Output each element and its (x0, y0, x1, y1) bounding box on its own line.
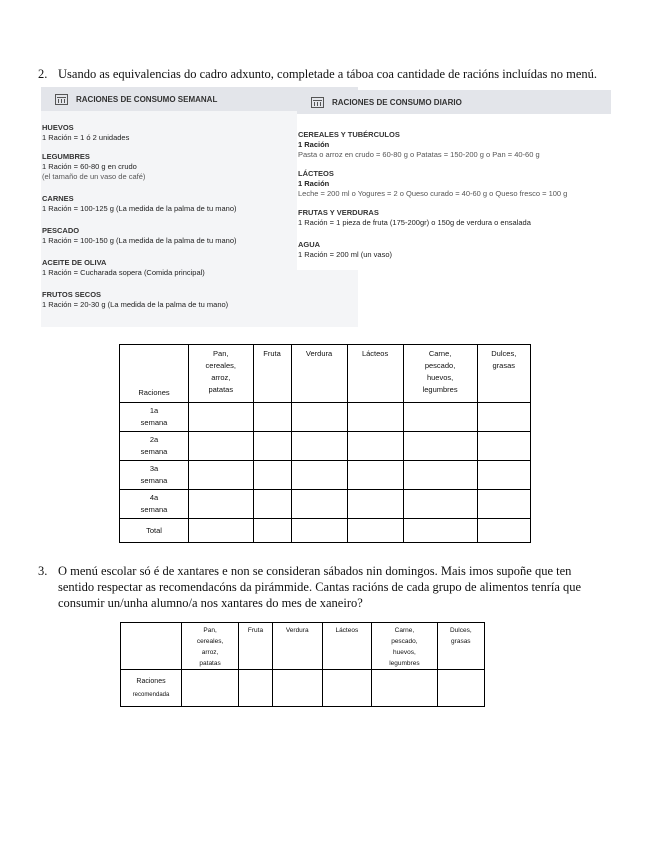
ration-block (42, 152, 145, 182)
answer-cell[interactable] (291, 461, 347, 490)
header-line: arroz, (211, 373, 231, 382)
answer-cell[interactable] (189, 403, 254, 432)
row-label-line: Total (146, 525, 162, 535)
calendar-icon (311, 97, 324, 108)
header-line: pescado, (424, 361, 456, 370)
table-row (120, 490, 531, 519)
row-label (120, 519, 189, 543)
answer-cell[interactable] (477, 403, 530, 432)
answer-cell[interactable] (403, 432, 477, 461)
column-header (291, 345, 347, 403)
header-line: Pan, (203, 627, 217, 634)
column-header (437, 623, 484, 670)
header-line: pescado, (391, 638, 418, 645)
weekly-panel-title: RACIONES DE CONSUMO SEMANAL (76, 94, 218, 104)
food-group-title: CARNES (42, 194, 74, 203)
answer-cell[interactable] (403, 403, 477, 432)
answer-cell[interactable] (403, 490, 477, 519)
answer-cell[interactable] (291, 432, 347, 461)
answer-cell[interactable] (347, 403, 403, 432)
answer-cell[interactable] (347, 432, 403, 461)
ration-line: 1 Ración = 100-150 g (La medida de la palma de tu mano) (42, 236, 237, 245)
answer-cell[interactable] (189, 432, 254, 461)
header-line: Dulces, (491, 349, 517, 358)
answer-cell[interactable] (477, 519, 530, 543)
answer-cell[interactable] (372, 670, 437, 707)
ration-line: 1 Ración (298, 140, 330, 149)
answer-cell[interactable] (182, 670, 239, 707)
question-number: 3. (38, 564, 48, 578)
answer-cell[interactable] (291, 403, 347, 432)
header-line: arroz, (201, 649, 219, 656)
ration-block (298, 130, 540, 160)
header-line: huevos, (393, 649, 416, 656)
question-number: 2. (38, 67, 48, 81)
ration-block (298, 208, 531, 228)
header-line: patatas (208, 385, 234, 394)
row-label-line: 4a (149, 493, 159, 502)
column-header (347, 345, 403, 403)
row-label (120, 461, 189, 490)
ration-line: 1 Ración = 20-30 g (La medida de la palma de tu mano) (42, 300, 229, 309)
ration-line: 1 Ración = Cucharada sopera (Comida principal) (42, 268, 205, 277)
ration-block (42, 258, 205, 278)
header-line: cereales, (205, 361, 236, 370)
answer-cell[interactable] (189, 490, 254, 519)
daily-panel-header (297, 90, 611, 114)
row-label-line: semana (140, 505, 168, 514)
answer-cell[interactable] (253, 490, 291, 519)
ration-note: (el tamaño de un vaso de café) (42, 172, 146, 181)
header-line: Dulces, (449, 627, 472, 634)
ration-line: 1 Ración = 60-80 g en crudo (42, 162, 137, 171)
row-label-line: 3a (149, 464, 159, 473)
ration-block (42, 290, 228, 310)
ration-line: 1 Ración = 1 pieza de fruta (175-200gr) o 150g de verdura o ensalada (298, 218, 531, 227)
answer-cell[interactable] (477, 432, 530, 461)
answer-cell[interactable] (347, 461, 403, 490)
header-line: Carne, (394, 627, 415, 634)
table-corner: Raciones (120, 345, 189, 403)
table-row (120, 432, 531, 461)
answer-cell[interactable] (322, 670, 372, 707)
header-line: Lácteos (361, 349, 389, 358)
column-header (189, 345, 254, 403)
answer-cell[interactable] (437, 670, 484, 707)
calendar-icon (55, 94, 68, 105)
header-line: grasas (492, 361, 516, 370)
ration-block (298, 240, 392, 260)
row-label (120, 490, 189, 519)
answer-cell[interactable] (253, 519, 291, 543)
column-header (182, 623, 239, 670)
header-line: Verdura (285, 627, 309, 634)
column-header (239, 623, 273, 670)
column-header (477, 345, 530, 403)
food-group-title: FRUTAS Y VERDURAS (298, 208, 379, 217)
food-group-title: LÁCTEOS (298, 169, 334, 178)
ration-line: 1 Ración = 1 ó 2 unidades (42, 133, 130, 142)
daily-rations-panel (297, 90, 611, 270)
header-line: Fruta (247, 627, 264, 634)
answer-cell[interactable] (189, 519, 254, 543)
table-corner (121, 623, 182, 670)
recommended-rations-table (120, 622, 485, 707)
ration-line: 1 Ración = 100-125 g (La medida de la palma de tu mano) (42, 204, 237, 213)
column-header (372, 623, 437, 670)
row-label (120, 403, 189, 432)
row-label-line: recomendada (132, 691, 170, 698)
answer-cell[interactable] (272, 670, 322, 707)
row-label-line: semana (140, 447, 168, 456)
answer-cell[interactable] (253, 403, 291, 432)
food-group-title: CEREALES Y TUBÉRCULOS (298, 130, 400, 139)
table-row (120, 403, 531, 432)
answer-cell[interactable] (189, 461, 254, 490)
daily-panel-title: RACIONES DE CONSUMO DIARIO (332, 97, 462, 107)
food-group-title: FRUTOS SECOS (42, 290, 102, 299)
ration-block (298, 169, 567, 199)
row-label (120, 432, 189, 461)
header-line: Verdura (305, 349, 333, 358)
ration-note: Leche = 200 ml o Yogures = 2 o Queso curado = 40-60 g o Queso fresco = 100 g (298, 189, 568, 198)
answer-cell[interactable] (291, 490, 347, 519)
food-group-title: LEGUMBRES (42, 152, 90, 161)
question-text: Usando as equivalencias do cadro adxunto, completade a táboa coa cantidade de racións incluídas no menú. (58, 67, 598, 81)
header-line: patatas (199, 660, 221, 667)
food-group-title: HUEVOS (42, 123, 74, 132)
row-label-line: 2a (149, 435, 159, 444)
question-line: consumir un/unha alumno/a nos xantares do mes de xaneiro? (58, 596, 363, 610)
answer-cell[interactable] (291, 519, 347, 543)
food-group-title: PESCADO (42, 226, 80, 235)
table-row (120, 461, 531, 490)
header-line: Lácteos (335, 627, 359, 634)
ration-line: 1 Ración = 200 ml (un vaso) (298, 250, 393, 259)
answer-cell[interactable] (347, 490, 403, 519)
answer-cell[interactable] (477, 461, 530, 490)
header-line: legumbres (389, 660, 420, 667)
food-group-title: AGUA (298, 240, 321, 249)
header-line: grasas (451, 638, 471, 645)
table-row (120, 519, 531, 543)
column-header (253, 345, 291, 403)
row-label-line: 1a (149, 406, 159, 415)
column-header (272, 623, 322, 670)
question-text (58, 563, 581, 611)
header-line: cereales, (196, 638, 224, 645)
ration-line: 1 Ración (298, 179, 330, 188)
answer-cell[interactable] (253, 432, 291, 461)
weekly-rations-table (119, 344, 531, 543)
question-line: sentido respectar as recomendacóns da pirámmide. Cantas racións de cada grupo de alimentos tenría que (58, 580, 582, 594)
answer-cell[interactable] (347, 519, 403, 543)
column-header (403, 345, 477, 403)
answer-cell[interactable] (403, 461, 477, 490)
header-line: Fruta (263, 349, 281, 358)
header-line: huevos, (426, 373, 454, 382)
ration-note: Pasta o arroz en crudo = 60-80 g o Patatas = 150-200 g o Pan = 40-60 g (298, 150, 540, 159)
row-label-line: Raciones (136, 677, 166, 685)
row-label-line: semana (140, 476, 168, 485)
header-line: Pan, (213, 349, 229, 358)
ration-block (42, 226, 237, 246)
answer-cell[interactable] (477, 490, 530, 519)
answer-cell[interactable] (253, 461, 291, 490)
answer-cell[interactable] (239, 670, 273, 707)
row-label-line: semana (140, 418, 168, 427)
header-line: legumbres (422, 385, 458, 394)
header-line: Carne, (428, 349, 452, 358)
food-group-title: ACEITE DE OLIVA (42, 258, 107, 267)
answer-cell[interactable] (403, 519, 477, 543)
question-line: O menú escolar só é de xantares e non se consideran sábados nin domingos. Mais imos supoñe que ten (58, 564, 572, 578)
ration-block (42, 123, 129, 143)
row-label (121, 670, 182, 707)
ration-block (42, 194, 237, 214)
column-header (322, 623, 372, 670)
